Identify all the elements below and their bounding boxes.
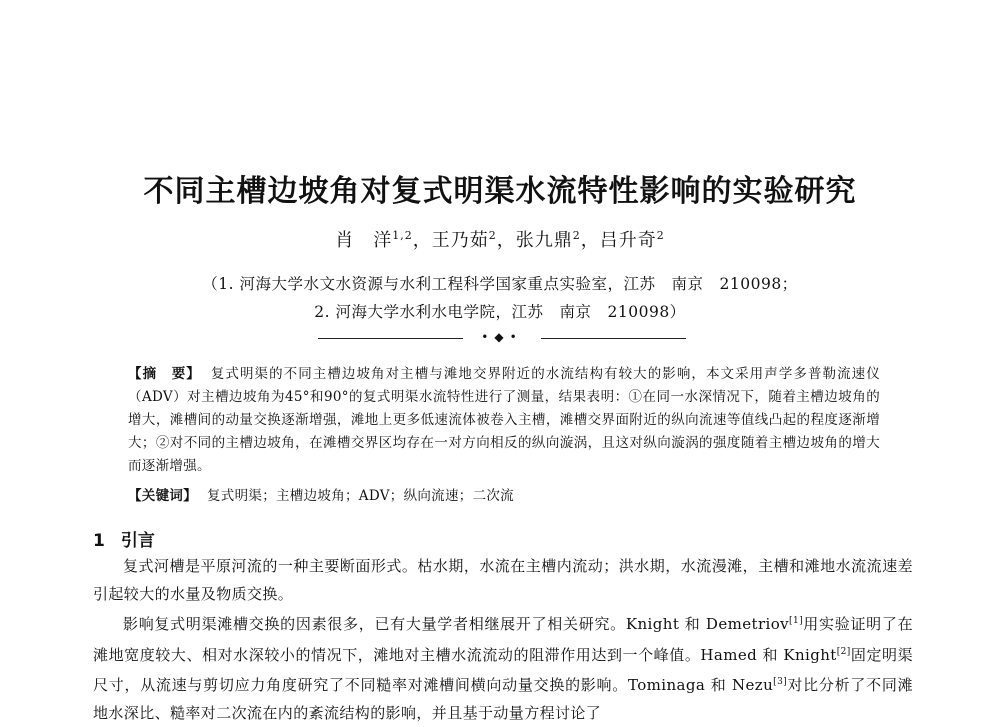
section-number: 1: [93, 531, 105, 551]
author-separator: ，: [580, 230, 600, 251]
citation-ref: [2]: [836, 646, 851, 657]
author-name: 肖 洋: [335, 230, 393, 251]
abstract: [128, 363, 880, 478]
section-heading: [93, 526, 155, 551]
section-divider: [318, 330, 686, 344]
author-affiliation-mark: 2: [488, 229, 497, 242]
citation-ref: [3]: [773, 677, 788, 687]
abstract-label: 【摘 要】: [128, 366, 201, 382]
citation-ref: [1]: [789, 616, 803, 626]
affiliation-line-1: （1. 河海大学水文水资源与水利工程科学国家重点实验室，江苏 南京 210098；: [202, 275, 798, 293]
divider-ornament: •◆•: [481, 330, 523, 344]
abstract-text: 复式明渠的不同主槽边坡角对主槽与滩地交界附近的水流结构有较大的影响，本文采用声学多普勒流速仪（ADV）对主槽边坡角为45°和90°的复式明渠水流特性进行了测量，结果表明：①在同一水深情况下，随着主槽边坡角的增大，滩槽间的动量交换逐渐增强，滩地上更多低速流体被卷入主槽，滩槽交界面附近的纵向流速等值线凸起的程度逐渐增大；②对不同的主槽边坡角，在滩槽交界区均存在一对方向相反的纵向漩涡，且这对纵向漩涡的强度随着主槽边坡角的增大而逐渐增强。: [128, 366, 880, 474]
keywords-label: 【关键词】: [128, 488, 197, 504]
author-list: [0, 226, 1000, 252]
paragraph-text: 对比分析了不同滩地水深比、糙率对二次流在内的紊流结构的影响，并且基于动量方程讨论了: [93, 676, 913, 722]
author-separator: ，: [412, 230, 432, 251]
section-title: 引言: [120, 531, 155, 551]
author-affiliation-mark: 1,2: [392, 229, 413, 242]
keywords-text: 复式明渠；主槽边坡角；ADV；纵向流速；二次流: [207, 488, 514, 504]
affiliation-line-2: 2. 河海大学水利水电学院，江苏 南京 210098）: [314, 303, 686, 321]
author-name: 吕升奇: [599, 230, 657, 251]
keywords: [128, 484, 880, 504]
divider-line-right: [541, 338, 686, 339]
paragraph-text: 用实验证明了在滩地宽度较大、相对水深较小的情况下，滩地对主槽水流流动的阻滞作用达到一个峰值。Hamed 和 Knight: [93, 615, 913, 664]
author-affiliation-mark: 2: [572, 229, 581, 242]
paragraph: [93, 608, 913, 727]
divider-line-left: [318, 338, 463, 339]
paragraph-text: 影响复式明渠滩槽交换的因素很多，已有大量学者相继展开了相关研究。Knight 和 Demetriov: [123, 615, 790, 633]
paragraph-text: 固定明渠尺寸，从流速与剪切应力角度研究了不同糙率对滩槽间横向动量交换的影响。Tominaga 和 Nezu: [93, 645, 914, 694]
author-affiliation-mark: 2: [656, 229, 665, 242]
author-name: 张九鼎: [515, 230, 573, 251]
body-text: [93, 553, 913, 727]
author-separator: ，: [496, 230, 516, 251]
paragraph: 复式河槽是平原河流的一种主要断面形式。枯水期，水流在主槽内流动；洪水期，水流漫滩，主槽和滩地水流流速差引起较大的水量及物质交换。: [93, 557, 913, 603]
author-name: 王乃茹: [431, 230, 489, 251]
paper-title: 不同主槽边坡角对复式明渠水流特性影响的实验研究: [143, 174, 857, 209]
